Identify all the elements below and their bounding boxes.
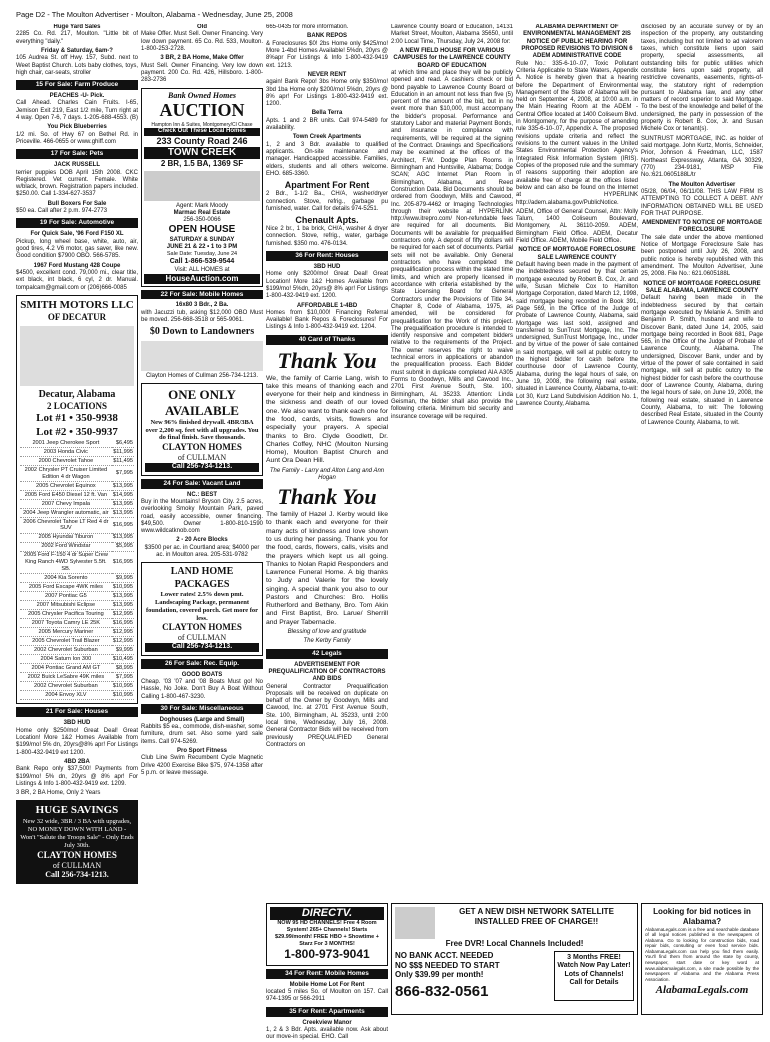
section-bar-rec-equip: 26 For Sale: Rec. Equip. bbox=[141, 659, 263, 669]
al-heading: Looking for bid notices in Alabama? bbox=[653, 907, 751, 926]
bull-boxers-heading: Bull Boxers For Sale bbox=[47, 200, 107, 207]
dish-ad bbox=[391, 903, 638, 1015]
car-price: $5,995 bbox=[112, 542, 134, 551]
chenault-heading: Chenault Apts. bbox=[295, 215, 359, 226]
dish-only: Only $39.99 per month! bbox=[395, 970, 484, 980]
land-home-heading: LAND HOME PACKAGES bbox=[170, 566, 234, 590]
smith-motors-sub: OF DECATUR bbox=[47, 312, 107, 323]
car-price: $12,995 bbox=[112, 638, 133, 645]
car-row bbox=[20, 499, 134, 508]
directv-block bbox=[266, 903, 388, 1041]
car-name: 2002 Buick LeSabre 49K miles bbox=[20, 673, 112, 682]
adem-offices: ADEM, Office of General Counsel, Attn: Molly Talum, 1400 Coliseum Boulevard, Montgomery, AL 36110-2059. ADEM, Birmingham Field Office. ADEM, Decatur Field Office. ADEM, Mobile Field Office. bbox=[516, 208, 638, 245]
chenault-text: Nice 2 br., 1 ba brick, CH/A, washer & dryer connection. Stove, refrig., water, garbage furnished. $350 mo. 476-0134. bbox=[266, 226, 388, 247]
car-row bbox=[20, 490, 134, 499]
sale-date: Sale Date: Tuesday, June 24 bbox=[166, 251, 238, 258]
amend-text: The sale date under the above mentioned Notice of Mortgage Foreclosure Sale has been postponed until July 26, 2008, and public notice is hereby republished with this amendment. The Moulton Advertiser, June 25, 2008. File No.: 621.0605188L bbox=[641, 234, 763, 278]
dish-logo bbox=[395, 907, 435, 939]
advertiser-text: 05/28, 06/04, 06/11/08. THIS LAW FIRM IS ATTEMPTING TO COLLECT A DEBT. ANY INFORMATION OBTAINED WILL BE USED FOR THAT PURPOSE. bbox=[641, 188, 763, 217]
car-name: 2007 Pontiac G5 bbox=[20, 592, 112, 601]
mortgage-heading: NOTICE OF MORTGAGE FORECLOSURE SALE LAWRENCE COUNTY bbox=[518, 247, 636, 261]
land-sub: of CULLMAN bbox=[177, 633, 227, 643]
car-price: $8,995 bbox=[112, 664, 134, 673]
clayton-phone: Call 256-734-1213. bbox=[45, 870, 109, 880]
car-price: $11,995 bbox=[113, 448, 133, 455]
car-price: $10,995 bbox=[112, 692, 133, 699]
car-name: 2005 Ford F-150 4 dr Super Crew King Ranch 4WD Sylvester 5.5ft. SB. bbox=[20, 551, 112, 574]
new-home-text: New 96% finished drywall. 4BR/3BA over 2,200 sq. feet with all upgrades. You do final finish. Save thousands. bbox=[145, 418, 259, 442]
dish-phone: 866-832-0561 bbox=[395, 983, 489, 1000]
page-header: Page D2 - The Moulton Advertiser - Moulton, Alabama - Wednesday, June 25, 2008 bbox=[16, 10, 293, 19]
open-house-time: JUNE 21 & 22 • 1 to 3 PM bbox=[166, 243, 238, 250]
bull-boxers-text: $50 ea. Call after 2 p.m. 974-2773 bbox=[16, 208, 108, 215]
spa-heading: Pro Sport Fitness bbox=[176, 748, 227, 755]
car-price: $13,995 bbox=[112, 500, 133, 507]
land-home-text: Lower rates! 2.5% down pmt. Landscaping Package, permanent foundation, covered porch. Get more for less. bbox=[145, 590, 259, 622]
nc-text: Buy in the Mountains! Bryson City. 2.5 acres, overlooking Smoky Mountain Park, paved road, easily accessible, owner financing. $49,500. Owner 1-800-810-1590 www.wildcatknob.com bbox=[141, 498, 263, 535]
car-price: $13,995 bbox=[112, 602, 133, 609]
amend-heading: AMENDMENT TO NOTICE OF MORTGAGE FORECLOSURE bbox=[641, 220, 763, 234]
car-price: $10,495 bbox=[112, 656, 133, 663]
mh-rent-text: located 5 miles So. of Moulton on 157. Call 974-1395 or 566-2911 bbox=[266, 989, 388, 1003]
4bd-text: Bank Repo only $37,500! Payments from $199/mo! 5% dn, 20yrs @ 8% apr! For Listings & Info 1-800-432-9419 ext. 1209. bbox=[16, 766, 138, 787]
car-row bbox=[20, 551, 134, 574]
car-row bbox=[20, 673, 134, 682]
town-creek-heading: Town Creek Apartments bbox=[292, 134, 362, 141]
auction-agent: Agent: Mark Moody bbox=[175, 202, 229, 209]
field-house-heading: A NEW FIELD HOUSE FOR VARIOUS CAMPUSES for the LAWRENCE COUNTY BOARD OF EDUCATION bbox=[393, 47, 511, 69]
nc-heading: NC.: BEST bbox=[187, 491, 217, 498]
zero-down-heading: $0 Down to Landowners bbox=[149, 326, 255, 338]
directv-text: NOW 95 HD CHANNELS! Free 4 Room System! 265+ Channels! Starts $29.99/month! FREE HBO + Showtime + Starz For 3 MONTHS! bbox=[275, 920, 379, 947]
car-row bbox=[20, 508, 134, 517]
hud-text: Home only $250/mo! Great Deal! Great Location! More 1&2 Homes Available from $199/mo! 5% dn, 20yrs@8% apr! For Listings 1-800-432-9419 ext 1200. bbox=[16, 727, 138, 756]
thank-you-heading-2: Thank You bbox=[277, 484, 377, 510]
car-row bbox=[20, 466, 134, 482]
section-bar-misc: 30 For Sale: Miscellaneous bbox=[141, 704, 263, 714]
thank-you-text-1: We, the family of Carrie Lang, wish to take this means of thanking each and everyone for their help and kindness in the sickness and death of our loved one. We also want to thank each one for the food, cards, visits, flowers and especially your prayers. A special thanks to Bro. Clyde Goodlett, Dr. Charles Coffey, NHC (Moulton Nursing Home), Moulton Baptist Church and Aunt Ora Dean Hill. bbox=[266, 374, 388, 465]
car-name: 2002 Chevrolet Suburban bbox=[20, 646, 112, 655]
auction-address: 233 County Road 246 bbox=[156, 135, 248, 146]
car-name: 2007 Toyota Camry LE 25K bbox=[20, 619, 112, 628]
section-bar-mobile-homes: 22 For Sale: Mobile Homes bbox=[141, 290, 263, 300]
section-bar-automotive: 19 For Sale: Automotive bbox=[16, 218, 138, 228]
thank-you-heading-1: Thank You bbox=[277, 347, 377, 373]
pt-text: 665-0435 for more information. bbox=[266, 24, 349, 30]
mobile-home-heading: 16x80 3 Bdr., 2 Ba. bbox=[175, 302, 229, 309]
auction-top: Bank Owned Homes bbox=[167, 90, 236, 100]
section-bar-rent-mobile: 34 For Rent: Mobile Homes bbox=[266, 969, 388, 979]
directv-name: DIRECTV. bbox=[270, 907, 384, 920]
advertiser-heading: The Moulton Advertiser bbox=[668, 181, 736, 188]
dish-months: 3 Months FREE! bbox=[567, 953, 621, 961]
adem-body: Rule No.: 335-6-10-.07, Toxic Pollutant Criteria Applicable to State Waters, Appendix A. Notice is hereby given that a hearing before the Department of Environmental Management of the State of Alabama will be held on September 4, 2008, at 10:00 a.m. in the Main Hearing Room at the ADEM - Central Office located at 1400 Coliseum Blvd. in Montgomery, for the purpose of amending rule 335-6-10-.07, Appendix A. The proposed revisions update criteria and reflect the revisions to the current values in the United States Environmental Protection Agency's Integrated Risk Information System (IRIS). Copies of the proposed rule and the summary of reasons supporting their adoption are available free of charge at the offices listed below and can also be found on the Internet at HYPERLINK http://adem.alabama.gov/PublicNotice. bbox=[516, 60, 638, 206]
car-name: 2005 Chevrolet Equinox bbox=[20, 481, 112, 490]
auction-checkout: Check Out These Local Homes bbox=[144, 128, 260, 135]
mobile-home-text: with Jacuzzi tub, asking $12,000 OBO Must be moved. 256-668-3518 or 565-9061. bbox=[141, 309, 263, 324]
3br-text: 3 BR, 2 BA Home, Only 2 Years bbox=[16, 790, 101, 797]
creekview-heading: Creekview Manor bbox=[302, 1019, 352, 1026]
directv-phone: 1-800-973-9041 bbox=[284, 947, 370, 962]
available-heading: AVAILABLE bbox=[165, 402, 239, 418]
never-rent-text: again! Bank Repo! 3bs Home only $350/mo! 3bd 1ba Home only $200/mo! 5%dn, 20yrs @ 8% apr! For Listings 1-800-432-9419 ext. 1200. bbox=[266, 79, 388, 108]
car-price: $9,995 bbox=[112, 646, 134, 655]
car-row bbox=[20, 601, 134, 610]
car-name: 2004 Jeep Wrangler automatic, air bbox=[20, 508, 112, 517]
3br-offer-text: Must Sell. Owner Financing. Very low down payment. 200 Co. Rd. 426, Hillsboro. 1-800-283-2736 bbox=[141, 62, 263, 84]
acre-text: $3500 per ac. in Courtland area; $4000 per ac. in Moulton area. 205-531-9782 bbox=[144, 544, 260, 559]
thank-you-sig-1: The Family - Larry and Alton Lang and Ann Hogan bbox=[269, 467, 385, 481]
creekview-text: 1, 2 & 3 Bdr. Apts. available now. Ask about our move-in special. EHO. Call bbox=[266, 1026, 388, 1041]
car-name: 2007 Chevy Impala bbox=[20, 499, 112, 508]
car-row bbox=[20, 682, 134, 691]
dish-lots: Lots of Channels! bbox=[564, 970, 624, 978]
huge-savings-heading: HUGE SAVINGS bbox=[35, 804, 119, 817]
thank-you-text-2: The family of Hazel J. Kerby would like to thank each and everyone for their many acts of kindness and love shown to us during her passing. Thank you for the food, cards, flowers, calls, visits and the prayers which kept us all going. Thanks to Nolan Rapid Responders and Lawrence Funeral Home. A big thanks to Judy and Valerie for the lovely singing. A special thank you also to our Pastors and Churches: Bro. Hollis Rutherford and Bethany, Bro. Tom Akin and First Baptist, Bro. Larue/ Sherrill and Prayer Tabernacle. bbox=[266, 511, 388, 626]
4bd-heading: 4BD 2BA bbox=[64, 758, 90, 765]
auction-phone: 256-350-0066 bbox=[183, 217, 221, 224]
clayton-sub: of CULLMAN bbox=[52, 860, 102, 870]
acre-heading: 2 - 20 Acre Blocks bbox=[176, 537, 228, 544]
house-photo bbox=[144, 171, 260, 201]
car-row bbox=[20, 637, 134, 646]
auction-call: Call 1-866-539-9544 bbox=[169, 257, 235, 265]
land-name: CLAYTON HOMES bbox=[162, 622, 242, 633]
car-name: 2002 Ford Windstar bbox=[20, 542, 112, 551]
old-text: Make Offer. Must Sell. Owner Financing. Very low down payment. 65 Co. Rd. 533, Moulton. 1-800-253-2728. bbox=[141, 31, 263, 52]
bank-repos-text: & Foreclosures $0! 2bs Home only $425/mo! More 1-4bd Homes Available! 5%dn, 20yrs @ 8%apr For Listings & Info 1-800-432-9419 ext. 1213. bbox=[266, 40, 388, 69]
col4-body: at which time and place they will be publicly opened and read. A cashiers check or bid bond payable to Lawrence County Board of Education in an amount not less than five (5) percent of the amount of the bid, but in no event more than $10,000, must accompany the bidder's proposal. Performance and statutory Labor and material Payment Bonds, and insurance in compliance with requirements, will be required at the signing of the Contract. Drawings and Specifications may be examined at the offices of the Architect, F.W. Dodge Plan Rooms in Birmingham and Huntsville, Alabama; Dodge SCAN; AGC Internet Plan Room in Birmingham, Alabama, and Reed Construction Data. Bid Documents should be ordered from Goodwyn, Mills and Cawood, Inc. 205-879-4462 or Imaging Technologies through their website at HYPERLINK http://www.itrepro.com/ Non-refundable fees are required for all documents. Bid Documents will be available for prequalified contractors only. A deposit of fifty dollars will be required for each set of documents. Partial sets will not be available. Only General contractors who have completed the prequalification process within the stated time limits, and which are properly licensed in accordance with criteria established by the State Licensing Board for General Contractors under the Provisions of Title 34, Chapter 8, Code of Alabama, 1975, as amended, will be considered for prequalification for the Work of this project. The prequalification procedure is intended to identify responsive and competent bidders relative to the requirements of the Project. The owner reserves the right to waive technical errors in applications or abandon the prequalification process. Each Bidder must submit in duplicate completed AIA A305 Forms to Goodwyn, Mills and Cawood Inc., 2701 First Avenue South, Ste. 100, Birmingham, AL 35233. Attention: Linda Geisman, the bidder shall also provide the following criteria. Minimum bid security and insurance coverage will be required. bbox=[391, 69, 513, 420]
car-price: $10,995 bbox=[112, 584, 133, 591]
adem-heading: ALABAMA DEPARTMENT OF ENVIRONMENTAL MANAGEMENT 2IS NOTICE OF PUBLIC HEARING FOR PROPOSED REVISIONS TO DIVISION 6 ADEM ADMINISTRATIVE CODE bbox=[521, 24, 633, 60]
peaches-heading: PEACHES -U- Pick. bbox=[49, 93, 105, 100]
auction-visit: Visit: ALL HOMES at bbox=[174, 266, 230, 273]
car-row bbox=[20, 610, 134, 619]
smith-motors-name: SMITH MOTORS LLC bbox=[20, 298, 134, 311]
ford-heading: For Quick Sale, '96 Ford F150 XL bbox=[30, 231, 124, 238]
car-row bbox=[20, 574, 134, 583]
directv-ad bbox=[266, 903, 388, 966]
car-price: $16,995 bbox=[112, 517, 134, 533]
dog-text: Rabbits $5 ea., commode, dish-washer, some furniture, drum set. Also some yard sale items. Call 974-5269. bbox=[141, 724, 263, 745]
column-5 bbox=[516, 24, 638, 904]
car-name: 2003 Honda Civic bbox=[20, 448, 112, 457]
thank-you-sig-2: The Kerby Family bbox=[303, 638, 351, 645]
car-name: 2005 Chrysler Pacifica Touring bbox=[20, 610, 112, 619]
car-name: 2005 Ford E450 Diesel 12 ft. Van bbox=[20, 490, 112, 499]
car-name: 2007 Mitsubishi Eclipse bbox=[20, 601, 112, 610]
car-name: 2002 Chevrolet Suburban bbox=[20, 682, 112, 691]
car-row bbox=[20, 457, 134, 466]
car-price: $14,995 bbox=[112, 491, 133, 498]
smith-motors-city: Decatur, Alabama bbox=[38, 389, 116, 401]
car-price: $7,995 bbox=[112, 466, 134, 482]
car-row bbox=[20, 533, 134, 542]
clayton-name: CLAYTON HOMES bbox=[37, 849, 117, 860]
car-price: $16,995 bbox=[112, 551, 134, 574]
car-photo bbox=[20, 326, 134, 386]
column-1 bbox=[16, 24, 138, 1014]
car-row bbox=[20, 628, 134, 637]
dish-watch: Watch Now Pay Later! bbox=[557, 962, 631, 970]
thank-you-bless-2: Blessing of love and gratitude bbox=[287, 629, 367, 636]
smith-motors-locs: 2 LOCATIONS bbox=[46, 401, 108, 412]
mustang-text: $4500, excellent cond. 79,000 mi., clear title, ext black, int black, 6 cyl, 2 dr. Manual. tompalcam@gmail.com or (206)666-0085 bbox=[16, 269, 138, 291]
lot-1-phone: Lot #1 • 350-9938 bbox=[36, 412, 118, 425]
ch-sub: of CULLMAN bbox=[177, 453, 227, 463]
friday-sale-text: 105 Audrea St. off Hwy. 157, Subd. next to Weet Baptist Church. Lots baby clothes, toys, high chair, car-seats, stroller bbox=[16, 55, 138, 76]
section-bar-houses: 21 For Sale: Houses bbox=[16, 707, 138, 717]
section-bar-farm: 15 For Sale: Farm Produce bbox=[16, 80, 138, 90]
car-name: 2005 Hyundai Tiburon bbox=[20, 533, 112, 542]
section-bar-pets: 17 For Sale: Pets bbox=[16, 149, 138, 159]
jack-russell-text: terrier puppies DOB April 15th 2008. CKC Registered. Vet current. Female. White w/black, brown. Registration papers included. $250.00. Call 1-334-627-3537 bbox=[16, 169, 138, 198]
car-name: 2004 Envoy XLV bbox=[20, 691, 112, 700]
never-rent-heading: NEVER RENT bbox=[307, 71, 347, 78]
mortgage-text: Default having been made in the payment of the indebtedness secured by that certain mortgage executed by Robert B. Cox, Jr. and wife, Susan Michele Cox to Hamilton Mortgage Corporation, dated March 12, 1998, said mortgage being recorded in Book 391, Page 569, in the Office of the Judge of Probate of Lawrence County, Alabama, said Mortgage was last sold, assigned and transferred to SunTrust Mortgage, Inc. The undersigned, SunTrust Mortgage, Inc., under and by virtue of the power of sale contained in said mortgage, will sell at public outcry to the highest bidder for cash before the courthouse door of Lawrence County, Alabama, during the legal hours of sale, on June 19, 2008, the following real estate, situated in Lawrence County, Alabama, to-wit: Lot 30, Kurz Land Subdivision Addition No. 1, Lawrence County, Alabama. bbox=[516, 262, 638, 407]
car-name: 2004 Kia Sorento bbox=[20, 574, 112, 583]
lot-2-phone: Lot #2 • 350-9937 bbox=[36, 425, 118, 438]
section-bar-rent-apartments: 35 For Rent: Apartments bbox=[266, 1007, 388, 1017]
auction-realty: Marmac Real Estate bbox=[173, 209, 231, 216]
jack-russell-heading: JACK RUSSELL bbox=[53, 162, 100, 169]
affordable-text: Homes from $10,000! Financing Referral Available! Bank Repos & Foreclosures! For Listings & Info 1-800-432-9419 ext. 1204. bbox=[266, 309, 388, 331]
car-price: $10,995 bbox=[112, 683, 133, 690]
al-brand: AlabamaLegals.com bbox=[655, 984, 749, 997]
car-price: $7,995 bbox=[112, 673, 134, 682]
car-row bbox=[20, 481, 134, 490]
car-price: $11,495 bbox=[113, 457, 133, 464]
car-price: $13,995 bbox=[112, 509, 133, 516]
dish-free: Free DVR! Local Channels Included! bbox=[445, 939, 584, 948]
ford-text: Pickup, long wheel base, white, auto, air, good tires, 4.2 V6 motor, gas saver, like new. Good condition $7900 OBO. 566-5785. bbox=[16, 238, 138, 260]
apartment-heading: Apartment For Rent bbox=[284, 180, 370, 191]
car-price: $13,995 bbox=[112, 534, 133, 541]
rent-hud-heading: 3BD HUD bbox=[313, 263, 341, 270]
open-house-days: SATURDAY & SUNDAY bbox=[169, 236, 235, 243]
car-price: $13,995 bbox=[112, 482, 133, 489]
column-6 bbox=[641, 24, 763, 904]
blueberries-heading: You Pick Blueberries bbox=[47, 124, 107, 131]
huge-savings-ad bbox=[16, 800, 138, 884]
auction-site: HouseAuction.com bbox=[144, 274, 260, 284]
car-row bbox=[20, 646, 134, 655]
car-row bbox=[20, 592, 134, 601]
car-name: 2005 Mercury Mariner bbox=[20, 628, 112, 637]
dish-no-bank: NO BANK ACCT. NEEDED bbox=[395, 950, 494, 960]
land-home-ad bbox=[141, 562, 263, 655]
rent-hud-text: Home only $200/mo! Great Deal! Great Location! More 1&2 Homes Available from $199/mo! 5%dn, 20yrs@ 8% apr! For Listings 1-800-432-9419 ext. 1200. bbox=[266, 271, 388, 300]
mustang-heading: 1967 Ford Mustang 428 Coupe bbox=[33, 262, 121, 269]
section-bar-thanks: 40 Card of Thanks bbox=[266, 335, 388, 345]
car-row bbox=[20, 517, 134, 533]
town-creek-text: 1, 2 and 3 Bdr. available to qualified applicants. On-site maintenance and manager. Handicapped accessible. Families, elders, students and all others welcome. EHO. 685-3360. bbox=[266, 141, 388, 177]
car-row bbox=[20, 655, 134, 664]
dish-no-ssn: NO $$$ NEEDED TO START bbox=[395, 960, 500, 970]
column-2 bbox=[141, 24, 263, 894]
smith-motors-ad bbox=[16, 295, 138, 705]
open-house: OPEN HOUSE bbox=[168, 224, 236, 236]
mh-rent-heading: Mobile Home Lot For Rent bbox=[289, 981, 365, 988]
car-price: $6,495 bbox=[112, 439, 134, 448]
auction-location: Hampton Inn & Suites, Montgomery/Cl Chase bbox=[151, 122, 253, 129]
car-row bbox=[20, 583, 134, 592]
boat-heading: GOOD BOATS bbox=[181, 671, 223, 678]
notice2-text: Default having been made in the indebtedness secured by that certain mortgage executed by Melanie A. Smith and Benjamin P. Smith, husband and wife to Discover Bank, dated June 14, 2005, said mortgage being recorded in Book 681, Page 565, in the Office of the Judge of Probate of Lawrence County, Alabama. The undersigned, Discover Bank, under and by virtue of the power of sale contained in said mortgage, will sell at public outcry to the highest bidder for cash before the courthouse door of Lawrence County, Alabama, during the legal hours of sale, on June 19, 2008, the following real estate, situated in Lawrence County, Alabama, to wit: The following described Real Estate, situated in the County of Lawrence County, Alabama, to wit. bbox=[641, 295, 763, 426]
yard-sale-heading: Huge Yard Sales bbox=[53, 24, 101, 30]
car-price: $12,995 bbox=[112, 611, 133, 618]
car-name: 2001 Jeep Cherokee Sport bbox=[20, 439, 112, 448]
peaches-text: Call Ahead. Charles Cain Fruits. I-65, Jemison Exit 219, East 1/2 mile, Turn right at 4 way. Open 7-6, 7 days. 1-205-688-4553. (B) bbox=[16, 100, 138, 122]
car-name: 2006 Chevrolet Tahoe LT Red 4 dr SUV bbox=[20, 517, 112, 533]
dog-heading: Doghouses (Large and Small) bbox=[159, 716, 245, 723]
car-price: $9,995 bbox=[112, 574, 134, 583]
car-price: $12,995 bbox=[112, 629, 133, 636]
al-text: AlabamaLegals.com is a free and searchable database of all legal notices published in the newspapers of Alabama. Go to looking for construction bids, road repair bids, consulting or even food service bids. AlabamaLegals.com can help you find them easily. You'll find them from around the state by county, newspaper, start date or key word at www.alabamalegals.com, a site made possible by the newspapers of Alabama and the Alabama Press Association. bbox=[645, 926, 759, 982]
auction-title: AUCTION bbox=[159, 100, 245, 121]
car-name: 2004 Pontiac Grand AM GT bbox=[20, 664, 112, 673]
section-bar-legals: 42 Legals bbox=[266, 649, 388, 659]
bella-terra-text: Apts. 1 and 2 BR units. Call 974-5489 for availability. bbox=[266, 117, 388, 132]
clayton-logo bbox=[141, 341, 263, 371]
one-only-ad bbox=[141, 383, 263, 476]
auction-ad bbox=[141, 88, 263, 287]
dish-call: Call for Details bbox=[569, 979, 619, 987]
car-name: 2004 Saturn Ion 300 bbox=[20, 655, 112, 664]
ch-phone: Call 256-734-1213. bbox=[145, 463, 259, 472]
column-4 bbox=[391, 24, 513, 904]
apartment-text: 2 Bdr., 1-1/2 Ba., CH/A, washer/dryer connection. Stove, refrig., garbage pu furnished, water. Call for details 974-5251. bbox=[266, 191, 388, 212]
spa-text: Club Line Swim Recumbent Cycle Magnetic Drive 4200 Exercise Bike $75, 974-1358 after 5 p.m. or leave message. bbox=[141, 755, 263, 776]
ch-name: CLAYTON HOMES bbox=[162, 442, 242, 453]
car-row bbox=[20, 439, 134, 448]
car-row bbox=[20, 448, 134, 457]
friday-sale-heading: Friday & Saturday, 6am-? bbox=[41, 47, 113, 54]
one-only-heading: ONE ONLY bbox=[168, 386, 236, 402]
car-row bbox=[20, 619, 134, 628]
land-phone: Call 256-734-1213. bbox=[145, 643, 259, 652]
car-name: 2002 Chrysler PT Cruiser Limited Edition 4 dr Wagon bbox=[20, 466, 112, 482]
car-price: $16,995 bbox=[112, 620, 133, 627]
car-name: 2005 Ford Escape 4WK miles bbox=[20, 583, 112, 592]
section-bar-vacant-land: 24 For Sale: Vacant Land bbox=[141, 479, 263, 489]
yard-sale-text: 2285 Co. Rd. 217, Moulton. "Little bit of everything "daily." bbox=[16, 31, 138, 45]
car-row bbox=[20, 542, 134, 551]
affordable-heading: AFFORDABLE 1-4BD bbox=[296, 302, 358, 309]
car-row bbox=[20, 691, 134, 700]
dish-heading: GET A NEW DISH NETWORK SATELLITE INSTALLED FREE OF CHARGE!! bbox=[459, 907, 614, 926]
auction-spec: 2 BR, 1.5 BA, 1369 SF bbox=[160, 158, 244, 168]
auction-town: TOWN CREEK bbox=[144, 147, 260, 159]
blueberries-text: 1/2 mi. So. of Hwy 67 on Bethel Rd. in Priceville. 466-0655 or www.ghiff.com bbox=[16, 131, 138, 145]
car-name: 2005 Chevrolet Trail Blazer bbox=[20, 637, 112, 646]
huge-savings-text: New 32 wide, 3BR / 3 BA with upgrades, NO MONEY DOWN WITH LAND - Won't "Salute the Troops Sale" - Only Ends July 30th. bbox=[20, 817, 134, 849]
col4-intro: Lawrence County Board of Education, 14131 Market Street, Moulton, Alabama 35650, until 2:00 Local Time, Thursday, July 24, 2008 for: bbox=[391, 24, 513, 45]
clayton-note: Clayton Homes of Cullman 256-734-1213. bbox=[145, 372, 259, 379]
3br-offer-heading: 3 BR, 2 BA Home, Make Offer bbox=[160, 55, 244, 62]
car-list bbox=[20, 439, 134, 700]
boat-text: Cheap. '03 '07 and '08 Boats Must go! No Hassle, No Joke. Don't Buy A Boat Without Calling 1-800-467-3230. bbox=[141, 678, 263, 700]
section-bar-rent-houses: 36 For Rent: Houses bbox=[266, 251, 388, 261]
bella-terra-heading: Bella Terra bbox=[311, 110, 343, 117]
col6-body: disclosed by an accurate survey or by an inspection of the property, any outstanding taxes, including but not limited to ad valorem taxes, which constitute liens upon said property, special assessments, all outstanding bills for public utilities which constitute liens upon said property, all restrictive covenants, easements, rights-of-way, the statutory right of redemption pursuant to Alabama law, and any other matters of record superior to said Mortgage. To the best of the knowledge and belief of the undersigned, the party in possession of the property is Robert B. Cox, Jr. and Susan Michele Cox or tenant(s). bbox=[641, 24, 763, 133]
notice2-heading: NOTICE OF MORTGAGE FORECLOSURE SALE ALABAMA, LAWRENCE COUNTY bbox=[643, 280, 761, 294]
car-name: 2000 Chevrolet Tahoe bbox=[20, 457, 112, 466]
old-heading: Old bbox=[197, 24, 207, 30]
bank-repos-heading: BANK REPOS bbox=[306, 33, 347, 40]
car-price: $13,995 bbox=[112, 593, 133, 600]
car-row bbox=[20, 664, 134, 673]
attorney-text: SUNTRUST MORTGAGE, INC. as holder of said mortgage. John Kurtz, Morris, Schneider, Prior, Johnson & Freedman, LLC, 1587 Northeast Expressway, Atlanta, GA 30329, (770) 234-9181, MSP File No.:621.0605188L/tr bbox=[641, 135, 763, 179]
legal-text: General Contractor Prequalification Proposals will be received on duplicate on behalf of the Owner by Goodwyn, Mills and Cawood, Inc. at 2701 First Avenue South, Ste. 100, Birmingham, AL 35233, until 2:00 local time, Wednesday, July 16, 2008. General Contractor Bids will be received from previously PREQUALIFIED General Contractors on bbox=[266, 683, 388, 749]
legal-heading: ADVERTISEMENT FOR PREQUALIFICATION OF CONTRACTORS AND BIDS bbox=[268, 661, 386, 683]
hud-heading: 3BD HUD bbox=[63, 720, 91, 727]
column-3 bbox=[266, 24, 388, 899]
alabama-legals-ad bbox=[641, 903, 763, 1015]
